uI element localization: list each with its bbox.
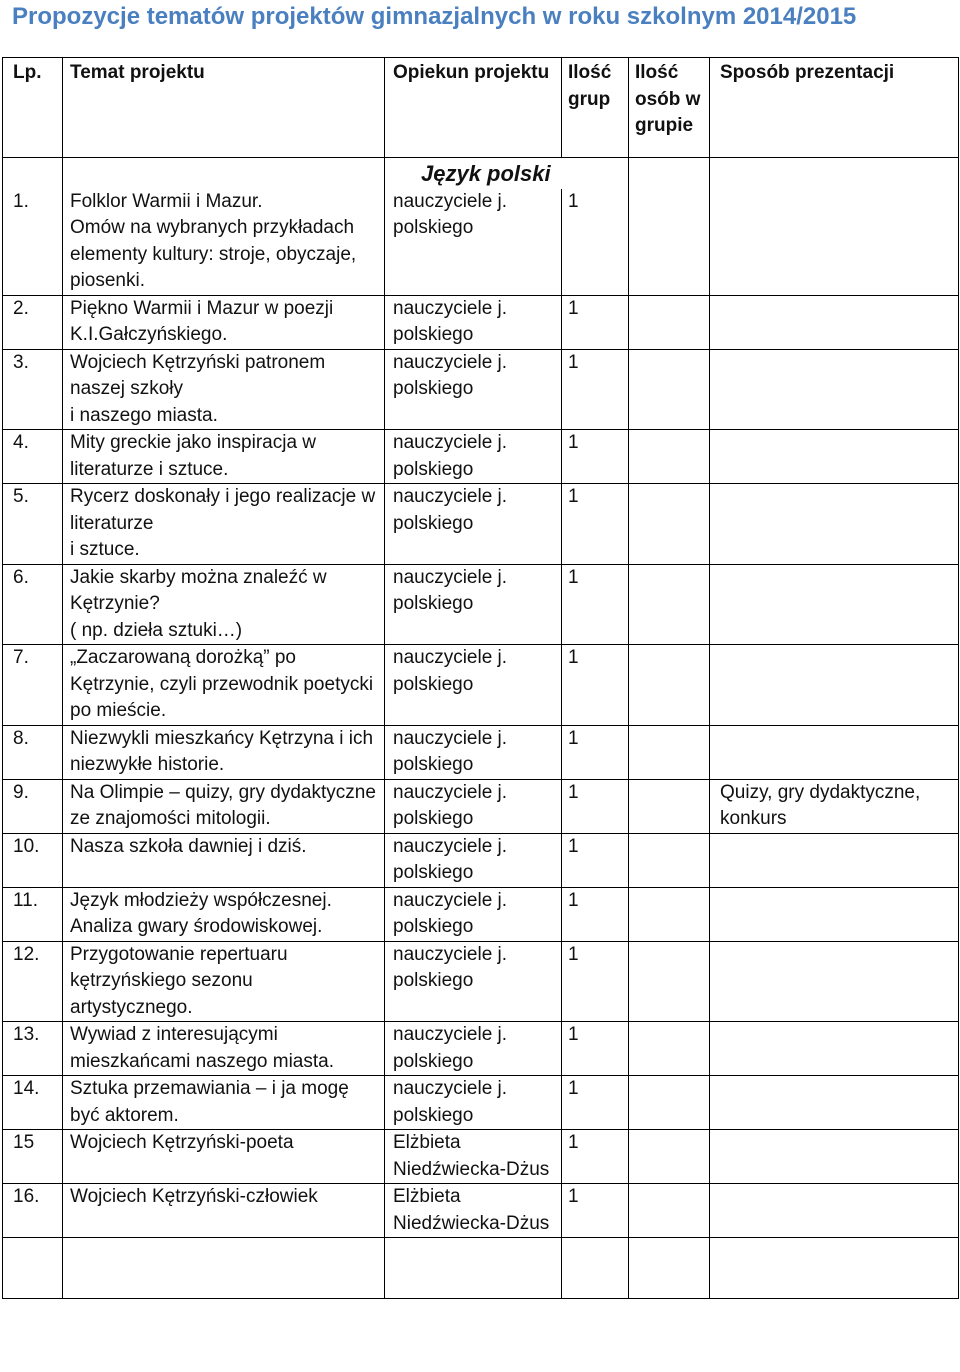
row-supervisor: nauczyciele j. polskiego xyxy=(385,564,562,645)
table-row xyxy=(3,941,959,1022)
row-topic xyxy=(63,349,385,430)
row-group-count: 1 xyxy=(562,430,629,484)
row-people-count xyxy=(629,1184,710,1238)
row-presentation xyxy=(710,725,959,779)
table-row xyxy=(3,645,959,726)
row-people-count xyxy=(629,779,710,833)
row-people-count xyxy=(629,1130,710,1184)
row-people-count xyxy=(629,484,710,565)
row-topic-text: Wywiad z interesującymi mieszkańcami naszego miasta. xyxy=(70,1024,334,1072)
row-presentation xyxy=(710,564,959,645)
row-number: 11. xyxy=(3,887,63,941)
row-topic xyxy=(63,645,385,726)
row-number: 15 xyxy=(3,1130,63,1184)
row-number: 6. xyxy=(3,564,63,645)
header-ilosc-grup: Ilość grup xyxy=(562,58,629,158)
row-presentation: Quizy, gry dydaktyczne, konkurs xyxy=(710,779,959,833)
row-people-count xyxy=(629,887,710,941)
table-row xyxy=(3,189,959,296)
row-group-count: 1 xyxy=(562,1130,629,1184)
empty-cell xyxy=(3,1238,63,1299)
row-supervisor: nauczyciele j. polskiego xyxy=(385,941,562,1022)
section-title: Język polski xyxy=(385,158,629,189)
row-group-count: 1 xyxy=(562,564,629,645)
row-topic-text: Przygotowanie repertuaru kętrzyńskiego sezonu artystycznego. xyxy=(70,943,288,1018)
row-people-count xyxy=(629,941,710,1022)
table-row xyxy=(3,833,959,887)
row-supervisor: nauczyciele j. polskiego xyxy=(385,1076,562,1130)
row-topic-text: Piękno Warmii i Mazur w poezji K.I.Gałczyńskiego. xyxy=(70,297,334,345)
row-number: 9. xyxy=(3,779,63,833)
table-row xyxy=(3,887,959,941)
row-people-count xyxy=(629,725,710,779)
row-supervisor: nauczyciele j. polskiego xyxy=(385,725,562,779)
row-presentation xyxy=(710,1184,959,1238)
row-supervisor: nauczyciele j. polskiego xyxy=(385,779,562,833)
row-topic-text-continued: i naszego miasta. xyxy=(70,404,218,426)
page-title: Propozycje tematów projektów gimnazjalnych w roku szkolnym 2014/2015 xyxy=(12,3,857,30)
header-ilosc-osob: Ilość osób w grupie xyxy=(629,58,710,158)
row-topic xyxy=(63,1076,385,1130)
row-group-count: 1 xyxy=(562,484,629,565)
row-supervisor: nauczyciele j. polskiego xyxy=(385,833,562,887)
empty-cell xyxy=(63,1238,385,1299)
row-topic xyxy=(63,1022,385,1076)
row-group-count: 1 xyxy=(562,645,629,726)
empty-cell xyxy=(629,1238,710,1299)
row-presentation xyxy=(710,645,959,726)
empty-cell xyxy=(562,1238,629,1299)
row-presentation xyxy=(710,1076,959,1130)
row-supervisor: nauczyciele j. polskiego xyxy=(385,349,562,430)
row-group-count: 1 xyxy=(562,725,629,779)
row-group-count: 1 xyxy=(562,295,629,349)
row-topic-text: Nasza szkoła dawniej i dziś. xyxy=(70,835,307,857)
row-topic-text: Rycerz doskonały i jego realizacje w literaturze xyxy=(70,486,376,534)
row-number: 7. xyxy=(3,645,63,726)
row-number: 3. xyxy=(3,349,63,430)
row-topic xyxy=(63,430,385,484)
row-people-count xyxy=(629,189,710,296)
row-supervisor: Elżbieta Niedźwiecka-Dżus xyxy=(385,1130,562,1184)
row-topic xyxy=(63,1184,385,1238)
row-group-count: 1 xyxy=(562,349,629,430)
table-row xyxy=(3,349,959,430)
row-people-count xyxy=(629,1022,710,1076)
row-number: 16. xyxy=(3,1184,63,1238)
row-people-count xyxy=(629,430,710,484)
row-topic-text: Wojciech Kętrzyński-człowiek xyxy=(70,1186,318,1207)
row-presentation xyxy=(710,941,959,1022)
row-number: 4. xyxy=(3,430,63,484)
row-group-count: 1 xyxy=(562,1184,629,1238)
row-supervisor: Elżbieta Niedźwiecka-Dżus xyxy=(385,1184,562,1238)
row-presentation xyxy=(710,484,959,565)
row-people-count xyxy=(629,833,710,887)
table-row xyxy=(3,1184,959,1238)
row-people-count xyxy=(629,645,710,726)
table-row xyxy=(3,1022,959,1076)
row-topic xyxy=(63,779,385,833)
row-supervisor: nauczyciele j. polskiego xyxy=(385,295,562,349)
row-number: 10. xyxy=(3,833,63,887)
row-number: 14. xyxy=(3,1076,63,1130)
row-topic-text: Jakie skarby można znaleźć w Kętrzynie? xyxy=(70,566,327,614)
row-supervisor: nauczyciele j. polskiego xyxy=(385,645,562,726)
table-row xyxy=(3,779,959,833)
row-topic xyxy=(63,189,385,296)
row-topic-text: Wojciech Kętrzyński patronem naszej szkoły xyxy=(70,351,326,399)
empty-cell xyxy=(385,1238,562,1299)
row-presentation xyxy=(710,295,959,349)
row-group-count: 1 xyxy=(562,833,629,887)
row-number: 8. xyxy=(3,725,63,779)
table-row xyxy=(3,725,959,779)
row-presentation xyxy=(710,1022,959,1076)
row-people-count xyxy=(629,295,710,349)
row-presentation xyxy=(710,887,959,941)
row-number: 12. xyxy=(3,941,63,1022)
row-supervisor: nauczyciele j. polskiego xyxy=(385,887,562,941)
table-row xyxy=(3,430,959,484)
header-sposob: Sposób prezentacji xyxy=(710,58,959,158)
header-row xyxy=(3,58,959,158)
row-group-count: 1 xyxy=(562,779,629,833)
row-topic-text-continued: i sztuce. xyxy=(70,539,140,560)
section-row xyxy=(3,158,959,189)
row-topic xyxy=(63,833,385,887)
table-row xyxy=(3,295,959,349)
row-people-count xyxy=(629,1076,710,1130)
row-topic xyxy=(63,725,385,779)
row-presentation xyxy=(710,430,959,484)
row-number: 13. xyxy=(3,1022,63,1076)
table-row xyxy=(3,484,959,565)
row-group-count: 1 xyxy=(562,1076,629,1130)
row-presentation xyxy=(710,349,959,430)
row-topic-text-continued: ( np. dzieła sztuki…) xyxy=(70,619,243,641)
table-row xyxy=(3,1076,959,1130)
row-number: 1. xyxy=(3,189,63,296)
empty-cell xyxy=(710,1238,959,1299)
row-supervisor: nauczyciele j. polskiego xyxy=(385,189,562,296)
empty-row xyxy=(3,1238,959,1299)
row-supervisor: nauczyciele j. polskiego xyxy=(385,430,562,484)
header-opiekun: Opiekun projektu xyxy=(385,58,562,158)
row-presentation xyxy=(710,1130,959,1184)
row-topic xyxy=(63,484,385,565)
row-topic-text: Sztuka przemawiania – i ja mogę być aktorem. xyxy=(70,1078,349,1126)
table-row xyxy=(3,564,959,645)
row-topic-text: Niezwykli mieszkańcy Kętrzyna i ich niezwykłe historie. xyxy=(70,727,374,775)
row-topic xyxy=(63,295,385,349)
header-temat: Temat projektu xyxy=(63,58,385,158)
row-number: 2. xyxy=(3,295,63,349)
header-lp: Lp. xyxy=(3,58,63,158)
row-group-count: 1 xyxy=(562,941,629,1022)
row-presentation xyxy=(710,189,959,296)
row-presentation xyxy=(710,833,959,887)
row-number: 5. xyxy=(3,484,63,565)
row-group-count: 1 xyxy=(562,1022,629,1076)
row-topic xyxy=(63,564,385,645)
row-topic xyxy=(63,941,385,1022)
row-group-count: 1 xyxy=(562,189,629,296)
table-row xyxy=(3,1130,959,1184)
row-topic-text: Mity greckie jako inspiracja w literaturze i sztuce. xyxy=(70,432,317,480)
row-topic-text: Język młodzieży współczesnej. Analiza gwary środowiskowej. xyxy=(70,889,332,937)
row-supervisor: nauczyciele j. polskiego xyxy=(385,484,562,565)
projects-table xyxy=(2,57,959,1299)
row-topic-text: „Zaczarowaną dorożką” po Kętrzynie, czyli przewodnik poetycki po mieście. xyxy=(70,647,374,721)
row-people-count xyxy=(629,349,710,430)
row-topic-text: Folklor Warmii i Mazur. xyxy=(70,190,263,212)
row-topic-text: Wojciech Kętrzyński-poeta xyxy=(70,1132,294,1153)
row-people-count xyxy=(629,564,710,645)
row-topic-text-continued: Omów na wybranych przykładach elementy kultury: stroje, obyczaje, piosenki. xyxy=(70,217,357,291)
row-topic xyxy=(63,1130,385,1184)
row-topic xyxy=(63,887,385,941)
row-group-count: 1 xyxy=(562,887,629,941)
row-topic-text: Na Olimpie – quizy, gry dydaktyczne ze znajomości mitologii. xyxy=(70,781,376,829)
row-supervisor: nauczyciele j. polskiego xyxy=(385,1022,562,1076)
